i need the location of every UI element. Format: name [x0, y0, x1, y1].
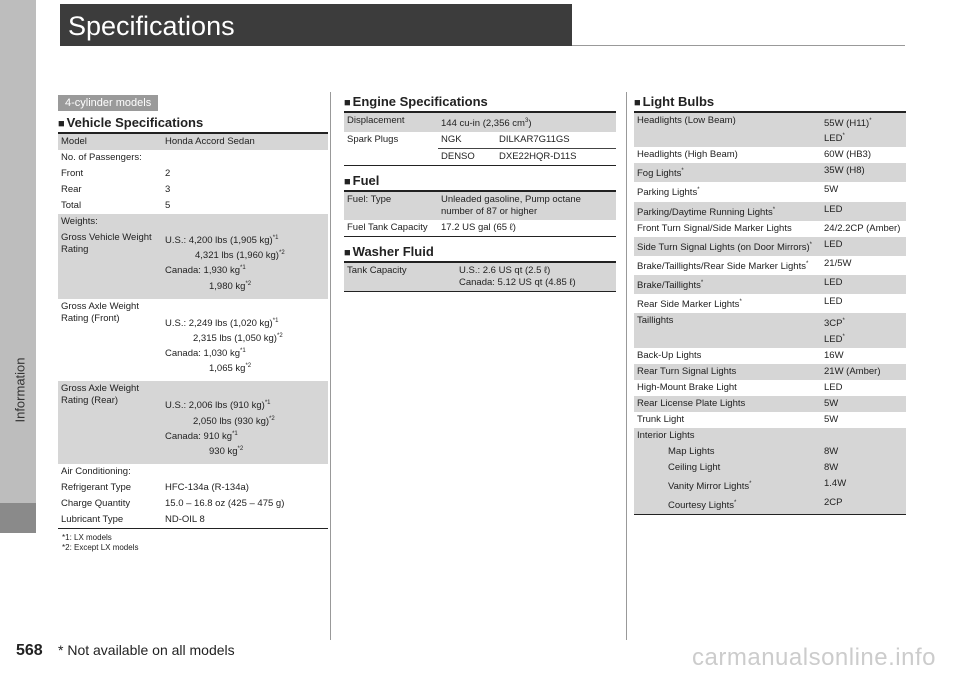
fuel-type-value: Unleaded gasoline, Pump octane number of 87 or higher — [438, 191, 616, 220]
table-row — [634, 275, 906, 294]
vehicle-table — [58, 132, 328, 529]
bulb-label: Map Lights — [634, 444, 821, 460]
table-row — [58, 182, 328, 198]
table-row — [634, 182, 906, 201]
bulb-value: 21W (Amber) — [821, 364, 906, 380]
side-tab-gray — [0, 0, 36, 503]
table-row — [634, 460, 906, 476]
bulb-label: Vanity Mirror Lights* — [634, 476, 821, 495]
square-bullet-icon: ■ — [58, 118, 65, 130]
fuel-type-label: Fuel: Type — [344, 191, 438, 220]
table-row — [634, 364, 906, 380]
front-label: Front — [61, 168, 84, 179]
table-row — [634, 147, 906, 163]
bulb-label: Courtesy Lights* — [634, 495, 821, 515]
engine-heading: ■ Engine Specifications — [344, 94, 488, 109]
table-row — [58, 198, 328, 214]
denso-brand: DENSO — [441, 151, 475, 163]
bulb-label: Side Turn Signal Lights (on Door Mirrors)* — [634, 237, 821, 256]
column-divider-1 — [330, 92, 331, 640]
front-value: 2 — [165, 168, 171, 179]
gawr-label: Gross Axle Weight Rating (Rear) — [58, 381, 162, 460]
table-row — [344, 112, 616, 132]
table-row — [58, 166, 328, 182]
bulb-label: Interior Lights — [634, 428, 821, 444]
bulb-value: 5W — [821, 396, 906, 412]
table-row — [58, 299, 328, 378]
vehicle-heading — [58, 114, 328, 132]
side-tab-label: Information — [12, 357, 28, 423]
column-divider-2 — [626, 92, 627, 640]
bulb-label: Brake/Taillights* — [634, 275, 821, 294]
table-row — [634, 163, 906, 182]
engine-column — [344, 93, 616, 292]
table-row — [634, 313, 906, 347]
table-row — [58, 512, 328, 529]
table-row — [58, 496, 328, 512]
model-value: Honda Accord Sedan — [162, 133, 328, 150]
bulb-label: Headlights (High Beam) — [637, 149, 738, 161]
refrigerant-value: HFC-134a (R-134a) — [165, 481, 249, 493]
bulb-label: Rear Side Marker Lights* — [637, 299, 742, 311]
table-row — [634, 444, 906, 460]
engine-table — [344, 111, 616, 166]
page-number: 568 — [16, 642, 43, 659]
vehicle-heading-text: Vehicle Specifications — [66, 115, 204, 130]
passengers-label: No. of Passengers: — [61, 152, 142, 163]
bulb-label: Ceiling Light — [634, 460, 821, 476]
table-row — [634, 202, 906, 221]
bulb-value: 2CP — [821, 495, 906, 515]
bulb-label: Rear License Plate Lights — [634, 396, 821, 412]
refrigerant-label: Refrigerant Type — [61, 481, 132, 493]
table-row — [634, 348, 906, 364]
table-row — [634, 428, 906, 444]
ac-label: Air Conditioning: — [61, 465, 131, 477]
square-bullet-icon: ■ — [634, 97, 641, 109]
bulb-value: 5W — [824, 184, 839, 196]
square-bullet-icon: ■ — [344, 97, 351, 109]
bulb-label: Taillights — [634, 313, 821, 347]
bulb-value: 3CP* LED* — [821, 313, 906, 347]
fuel-table — [344, 190, 616, 237]
table-row — [634, 380, 906, 396]
table-row — [344, 262, 616, 292]
bulbs-table — [634, 111, 906, 515]
washer-heading: ■ Washer Fluid — [344, 244, 434, 260]
table-row — [58, 230, 328, 295]
table-row — [634, 396, 906, 412]
bulb-label: Front Turn Signal/Side Marker Lights — [637, 222, 792, 234]
bulbs-column — [634, 93, 906, 515]
footnote-1: *1: LX models — [62, 532, 112, 542]
washer-tank-label: Tank Capacity — [344, 262, 456, 292]
washer-tank-value: U.S.: 2.6 US qt (2.5 ℓ) Canada: 5.12 US qt (4.85 ℓ) — [456, 262, 616, 292]
fuel-heading: ■ Fuel — [344, 173, 380, 189]
bulb-label: Parking/Daytime Running Lights* — [634, 202, 821, 221]
bulbs-heading: ■ Light Bulbs — [634, 94, 715, 109]
models-badge: 4-cylinder models — [58, 95, 158, 111]
charge-label: Charge Quantity — [61, 497, 131, 509]
denso-part: DXE22HQR-D11S — [499, 151, 577, 163]
gvw-label: Gross Vehicle Weight Rating — [58, 230, 162, 295]
bulb-value: 21/5W — [824, 257, 852, 269]
table-row — [634, 495, 906, 515]
bulb-label: Parking Lights* — [637, 187, 700, 199]
bulb-value: 24/2.2CP (Amber) — [824, 222, 901, 234]
table-row — [634, 294, 906, 313]
title-bar — [60, 4, 572, 46]
table-row — [634, 412, 906, 428]
table-row — [58, 480, 328, 496]
bulb-value: LED — [824, 296, 843, 308]
bulb-value: LED — [821, 275, 906, 294]
bulb-label: High-Mount Brake Light — [637, 381, 737, 393]
bulb-value: LED — [821, 202, 906, 221]
ngk-part: DILKAR7G11GS — [496, 132, 616, 149]
table-row — [58, 214, 328, 230]
weights-label: Weights: — [58, 214, 328, 230]
bulb-value: 35W (H8) — [821, 163, 906, 182]
square-bullet-icon: ■ — [344, 247, 351, 260]
charge-value: 15.0 – 16.8 oz (425 – 475 g) — [165, 497, 285, 509]
table-row — [344, 132, 616, 149]
bulb-value: 8W — [821, 444, 906, 460]
watermark: carmanualsonline.info — [692, 644, 936, 671]
table-row — [58, 381, 328, 460]
bulb-value: LED — [824, 381, 843, 393]
table-footnotes — [58, 533, 328, 553]
table-row — [634, 256, 906, 275]
bulb-label: Rear Turn Signal Lights — [634, 364, 821, 380]
table-row — [634, 112, 906, 147]
title-rule — [572, 45, 905, 46]
table-row — [634, 221, 906, 237]
table-row — [58, 133, 328, 150]
spark-plugs-label: Spark Plugs — [347, 134, 399, 146]
bulb-value: 1.4W — [821, 476, 906, 495]
bulb-value: 60W (HB3) — [824, 149, 871, 161]
ngk-brand: NGK — [438, 132, 496, 149]
table-row — [634, 237, 906, 256]
washer-table — [344, 261, 616, 292]
availability-note: * Not available on all models — [58, 642, 235, 658]
gawf-label: Gross Axle Weight Rating (Front) — [61, 300, 139, 324]
vehicle-column — [58, 93, 328, 553]
bulb-label: Trunk Light — [637, 413, 685, 425]
bulb-value: 55W (H11)* LED* — [821, 112, 906, 147]
bulb-value: 8W — [821, 460, 906, 476]
table-row — [344, 220, 616, 237]
table-row — [58, 150, 328, 166]
footnote-2: *2: Except LX models — [62, 542, 139, 552]
rear-label: Rear — [61, 184, 82, 195]
rear-value: 3 — [165, 184, 171, 195]
bulb-value: LED — [821, 237, 906, 256]
square-bullet-icon: ■ — [344, 176, 351, 189]
displacement-value: 144 cu-in (2,356 $cm^3$) — [438, 112, 616, 132]
table-row — [58, 464, 328, 480]
table-row — [634, 476, 906, 495]
lubricant-label: Lubricant Type — [61, 513, 124, 525]
gawr-value: U.S.: 2,006 lbs (910 kg)$^{*1}$ 2,050 lbs (930 kg)$^{*2}$ Canada: 910 $kg^{*1}$ 930 $kg^{*2}$ — [162, 381, 328, 460]
table-row — [344, 191, 616, 220]
fuel-tank-value: 17.2 US gal (65 ℓ) — [441, 222, 516, 234]
gvw-value: U.S.: 4,200 lbs (1,905 kg)$^{*1}$ 4,321 lbs (1,960 kg)$^{*2}$ Canada: 1,930 $kg^{*1}$ 1,980 $kg^{*2}$ — [162, 230, 328, 295]
fuel-tank-label: Fuel Tank Capacity — [347, 222, 428, 234]
gawf-value: U.S.: 2,249 lbs (1,020 kg)$^{*1}$ 2,315 lbs (1,050 kg)$^{*2}$ Canada: 1,030 $kg^{*1}$ 1,065 $kg^{*2}$ — [165, 317, 283, 375]
bulb-label: Brake/Taillights/Rear Side Marker Lights* — [637, 260, 809, 273]
bulb-label: Fog Lights* — [634, 163, 821, 182]
model-label: Model — [58, 133, 162, 150]
side-tab-marker — [0, 503, 36, 533]
bulb-value — [821, 428, 906, 444]
bulb-value: 5W — [824, 413, 839, 425]
page-title: Specifications — [68, 11, 235, 41]
bulb-label: Headlights (Low Beam) — [634, 112, 821, 147]
total-label: Total — [61, 200, 82, 211]
side-tab — [0, 0, 36, 678]
bulb-value: 16W — [824, 349, 844, 361]
bulb-label: Back-Up Lights — [637, 349, 702, 361]
total-value: 5 — [165, 200, 171, 211]
displacement-label: Displacement — [344, 112, 438, 132]
lubricant-value: ND-OIL 8 — [165, 513, 205, 525]
